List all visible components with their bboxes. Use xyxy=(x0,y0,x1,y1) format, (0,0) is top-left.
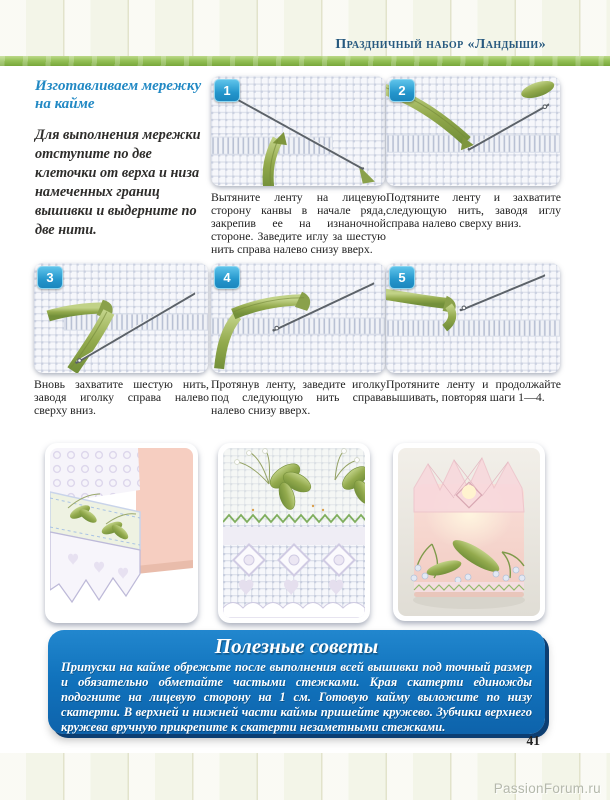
step-number: 4 xyxy=(223,270,231,285)
divider-bar xyxy=(0,56,610,66)
tablecloth-corner-illustration xyxy=(50,448,193,618)
step-number: 2 xyxy=(398,83,406,98)
step-photo-3 xyxy=(34,263,208,373)
lace-medallions xyxy=(233,544,354,575)
pink-fabric xyxy=(136,448,193,574)
step-photo-5 xyxy=(386,263,560,373)
base-rim xyxy=(414,592,524,597)
step-number: 3 xyxy=(46,270,54,285)
gallery-photo-candle-holder xyxy=(393,443,545,621)
step-badge xyxy=(37,266,63,289)
step-number: 5 xyxy=(398,270,406,285)
step-caption-3: Вновь захватите шестую нить, заводя иголку справа налево сверху вниз. xyxy=(34,377,209,417)
step-badge xyxy=(214,79,240,102)
step-badge xyxy=(389,79,415,102)
gallery-photo-tablecloth-corner xyxy=(45,443,198,623)
step-caption-2: Подтяните ленту и захватите следующую нить, заводя иглу справа налево сверху вниз. xyxy=(386,190,561,230)
pale-band xyxy=(223,527,365,545)
tips-body: Припуски на кайме обрежьте после выполнения всей вышивки под точный размер и обязательно обметайте частыми стежками. Края скатерти единожды подогните на лицевую сторону на 1 см. Готовую кайму выложите по низу скатерти. В верхней и нижней части каймы пришейте кружево. Зубчики верхнего кружева вручную прикрепите к скатерти незаметными стежками. xyxy=(61,660,532,734)
needle-eye xyxy=(462,306,466,310)
needle-eye xyxy=(78,359,82,363)
drawn-thread-band xyxy=(386,135,560,152)
page-header-title: Праздничный набор «Ландыши» xyxy=(335,37,546,52)
intro-text: Для выполнения мережки отступите по две клеточки от верха и низа намеченных границ вышивки и выдерните по две нити. xyxy=(35,127,201,238)
step-number: 1 xyxy=(223,83,231,98)
tips-title: Полезные советы xyxy=(214,634,379,658)
border-closeup-illustration xyxy=(223,448,365,618)
drawn-thread-band xyxy=(386,320,560,336)
tips-box xyxy=(48,630,545,734)
watermark: PassionForum.ru xyxy=(493,781,601,796)
step-photo-2 xyxy=(386,76,560,186)
needle-eye xyxy=(543,105,547,109)
step-badge xyxy=(214,266,240,289)
step-photo-4 xyxy=(211,263,385,373)
needle-eye xyxy=(275,326,279,330)
step-photo-1 xyxy=(211,76,385,186)
gallery-photo-border-closeup xyxy=(218,443,370,623)
flame-glow xyxy=(462,485,476,499)
step-badge xyxy=(389,266,415,289)
page-number: 41 xyxy=(526,733,540,748)
section-heading: Изготавливаем мережку на кайме xyxy=(35,78,202,113)
candle-holder-illustration xyxy=(398,448,540,616)
step-caption-1: Вытяните ленту на лицевую сторону канвы в начале ряда, закрепив ее на изнаночной стороне. Заведите иглу за шестую нить справа налево снизу вверх. xyxy=(211,190,386,256)
step-caption-5: Протяните ленту и продолжайте вышивать, повторяя шаги 1—4. xyxy=(386,377,561,404)
step-caption-4: Протянув ленту, заведите иголку под следующую нить справа налево снизу вверх. xyxy=(211,377,386,417)
